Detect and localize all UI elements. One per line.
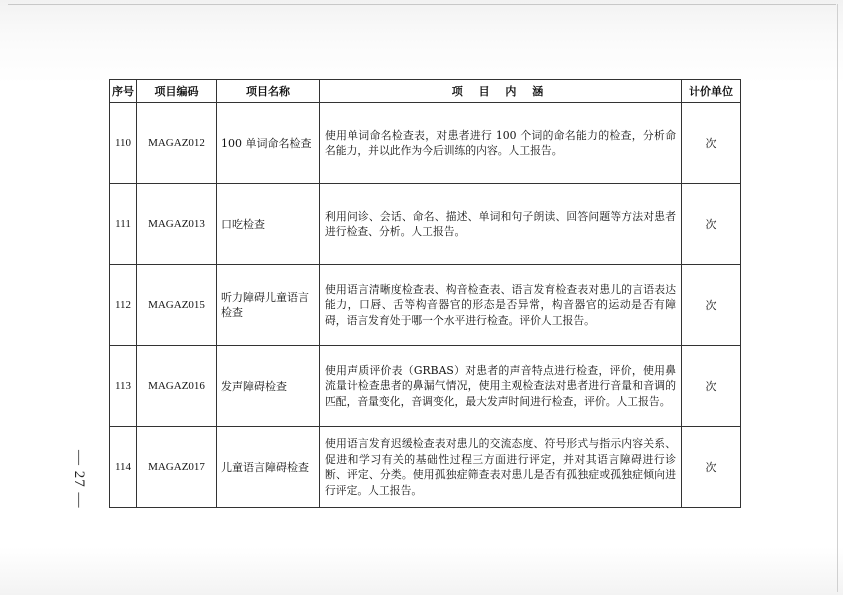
table-row [110, 265, 741, 346]
page-number: — 27 — [71, 450, 87, 509]
header-content: 项 目 内 涵 [320, 80, 682, 103]
scan-border-right [837, 4, 838, 592]
row-content: 使用单词命名检查表，对患者进行 100 个词的命名能力的检查，分析命名能力，并以此作为今后训练的内容。人工报告。 [320, 103, 682, 184]
row-code: MAGAZ013 [137, 184, 217, 265]
row-code: MAGAZ012 [137, 103, 217, 184]
row-code: MAGAZ016 [137, 346, 217, 427]
service-item-table [109, 79, 741, 508]
row-unit: 次 [682, 103, 741, 184]
header-code: 项目编码 [137, 80, 217, 103]
row-content: 使用声质评价表（GRBAS）对患者的声音特点进行检查，评价，使用鼻流量计检查患者的鼻漏气情况，使用主观检查法对患者进行音量和音调的匹配，音量变化，音调变化，最大发声时间进行检查，评价。人工报告。 [320, 346, 682, 427]
row-content: 使用语言发育迟缓检查表对患儿的交流态度、符号形式与指示内容关系、促进和学习有关的基础性过程三方面进行评定，并对其语言障碍进行诊断、评定、分类。使用孤独症筛查表对患儿是否有孤独症或孤独症倾向进行评定。人工报告。 [320, 427, 682, 508]
row-unit: 次 [682, 265, 741, 346]
row-no: 112 [110, 265, 137, 346]
row-code: MAGAZ017 [137, 427, 217, 508]
row-name: 儿童语言障碍检查 [217, 427, 320, 508]
table-row [110, 103, 741, 184]
row-unit: 次 [682, 427, 741, 508]
header-no: 序号 [110, 80, 137, 103]
row-no: 111 [110, 184, 137, 265]
table-row [110, 346, 741, 427]
scan-border-top [8, 4, 836, 5]
row-name: 听力障碍儿童语言检查 [217, 265, 320, 346]
row-no: 110 [110, 103, 137, 184]
row-unit: 次 [682, 184, 741, 265]
row-name: 口吃检查 [217, 184, 320, 265]
table-row [110, 427, 741, 508]
header-name: 项目名称 [217, 80, 320, 103]
row-name: 发声障碍检查 [217, 346, 320, 427]
table-row [110, 184, 741, 265]
row-unit: 次 [682, 346, 741, 427]
row-code: MAGAZ015 [137, 265, 217, 346]
row-no: 114 [110, 427, 137, 508]
header-unit: 计价单位 [682, 80, 741, 103]
row-no: 113 [110, 346, 137, 427]
row-content: 使用语言清晰度检查表、构音检查表、语言发育检查表对患儿的言语表达能力，口唇、舌等构音器官的形态是否异常，构音器官的运动是否有障碍，语言发育处于哪一个水平进行检查。评价人工报告。 [320, 265, 682, 346]
table-header-row [110, 80, 741, 103]
row-name: 100 单词命名检查 [217, 103, 320, 184]
row-content: 利用问诊、会话、命名、描述、单词和句子朗读、回答问题等方法对患者进行检查、分析。人工报告。 [320, 184, 682, 265]
